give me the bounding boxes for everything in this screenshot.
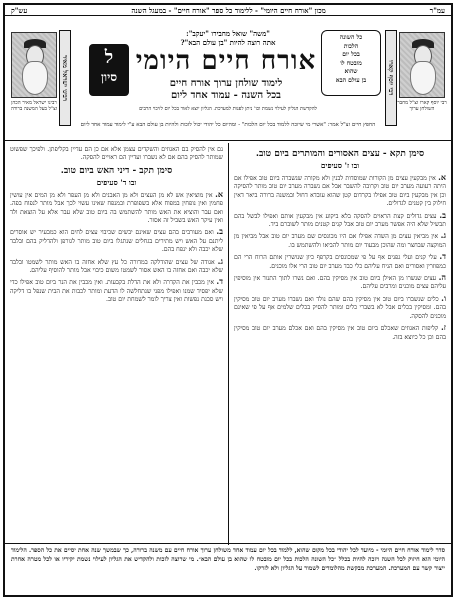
paragraph-number: ז. [441,322,447,333]
paragraph [234,294,446,321]
info-line: מובטח לו [340,59,362,67]
paragraph-text: אגודה של עצים שהודלקה במדורה כל עץ שלא אחזה בו האש מותר לשמטו ובלבד שלא יכבה ואם אחזה בו האש אסור לשמטו משום כיבוי אבל מותר להוסיף עליהם. [10,258,223,275]
section-subtitle: ובו ד' סעיפים [96,177,137,187]
date-day: ל [104,47,114,68]
paragraph [234,173,446,209]
section-title: סימן תקא - עצים האסורים והמותרים ביום טוב. [255,149,425,159]
paragraph-text: אין מוציאין אש לא מן העצים ולא מן האבנים ולא מן העפר ולא מן המים אין עושין פחמין ואין נופחין במפוח אלא בשפופרת ובמנפח שאינו עשוי לכך אבל מותר לנפוח בפה. ואם עבר והוציא את האש מותר להשתמש בה ביום טוב שלא עבר אלא על הוצאת ולד ואין עיקר האש בשביל זה אסור. [10,191,223,225]
paragraph-text: אין מביאין עצים מן השדה אפילו אם היו מכונסים שם מערב יום טוב אבל מביאין מן המוקצה שבחצר ומה שהוכן מבעוד יום מותר להביאו ולהשתמש בו. [234,233,446,249]
header-bottom-text: החפץ חיים זצ"ל אמר: "אשרי מי שיזכה ללמוד בכל יום הלכות" - ומהיום כל יהודי יכול לזכות ולהיות בן עולם הבא ע"י לימוד עמוד אחד ליום [80,122,376,128]
paragraph-number: ב. [439,209,446,220]
header-note: להקדשת הגליון לעילוי נשמת וכו' ניתן לפנות למערכת. הגליון יוצא לאור בכל יום לזיכוי הרבים [139,106,317,112]
paragraph-text: עלי קנים ועלי גפנים אף על פי שמכונסים בקרפף כיון שנושרין אותם הרוח הרי הם כמפוזרין ואסורים ואם הניח עליהם כלי כבד מערב יום טוב הרי אלו מוכנים. [234,254,446,270]
paragraph [234,211,446,230]
header-subtitle-2: בכל השנה - עמוד אחד ליום [171,90,281,101]
intro-paragraph: נם אין להסיק בם האגוזים והשקדים עצמן אלא אם כן הם עדיין בקליפתן. ולפיכך שפשוט שמותר להסיק בהם אם לא נשברו ועדיין הם ראויים להסקה. [10,146,223,162]
page-frame [3,3,453,597]
portrait-caption-right: רבי יוסף קארו זצ"ל מחבר השולחן ערוך [397,100,447,112]
paragraph [234,231,446,250]
paragraph [10,277,223,304]
footer: סדר לימוד אורח חיים היומי - מיועד לכל יהודי בכל מקום שהוא, ללמוד בכל יום עמוד אחד משולחן ערוך אורח חיים עם משנה ברורה, כך שבמשך שנה אחת יסיים את כל הספר. הלימוד היומי הוא חיזוק לכל השנה ויזכה להיות בכלל ״כל השונה הלכות בכל יום מובטח לו שהוא בן עולם הבא״. מי שרוצה לזכות ולהקדיש את הגליון לעילוי נשמת יקיריו או לכל מטרה אחרת ייצור קשר עם המערכת. המערכת מבקשת מהלומדים לשמור על הגליון ולא לזרקו. [5,543,451,595]
top-band-center: מכון "אורח חיים היומי" - ללימוד כל ספר "אורח חיים" - במעגל השנה [131,5,326,15]
paragraph [234,273,446,292]
paragraph [10,227,223,254]
paragraph-number: ג. [217,255,223,266]
header-motto-2: אתה רוצה להיות "בן עולם הבא"? [180,38,276,47]
right-column [228,143,451,545]
info-line: בכל יום [342,51,360,58]
info-line: בן עולם הבא [335,76,367,84]
paragraph-number: ה. [438,272,446,283]
paragraph [10,190,223,226]
header-motto: "משה" שואל מחבירו "יעקב": [186,29,270,38]
portrait-left [11,32,57,98]
left-column [5,143,228,545]
info-line: כל השונה [339,34,363,41]
paragraph-number: א. [215,188,224,199]
info-line: הלכות [343,42,359,50]
paragraph-text: עצים שנשרו מן האילן ביום טוב אין מסיקין בהם. ואם נשרו לתוך התנור אין מוסיפין עליהם עצים מוכנים ומרבים עליהם. [234,275,446,291]
paragraph-text: אין מבקעין עצים מן הקורות שמוסדות לבנין ולא מקורה שנשברה ביום טוב אפילו אם היתה רעועה מערב יום טוב וקרובה להשבר אבל אם נשברה מערב יום טוב מותר להסיקה וכן אין מבקעין ביום טוב אפילו בקרדום קטן שהוא עובדא דחול ובמשנה ברורה ביאר דאין חילוק בין קטנים לגדולים. [234,175,446,208]
portrait-right [399,32,445,98]
info-box [321,30,381,96]
section-title: סימן תקב - דיני האש ביום טוב. [60,165,173,176]
top-band-right: עמ"ר [429,5,445,15]
top-band-left: עש"ק [11,5,28,15]
page-title: אורח חיים היומי [135,46,317,76]
section-subtitle: ובו ז' סעיפים [320,161,360,170]
date-box [89,44,129,96]
side-strip-right: רבי יוסף קארו [385,30,397,126]
paragraph [10,257,223,276]
paragraph-text: כלים שנשברו ביום טוב אין מסיקין בהם שהם נולד ואם נשברו מערב יום טוב מסיקין בהם. ומסיקין בכלים אבל לא בשברי כלים ומותר להסיק בכלים שלמים אף על פי שאינם מוכנים להסקה. [234,295,446,320]
paragraph-number: א. [438,172,446,182]
paragraph-number: ו. [441,292,447,303]
portrait-caption-left: רבינו ישראל מאיר הכהן זצ"ל בעל המשנה ברורה [10,100,58,112]
date-month: סיון [100,70,118,84]
content-columns [5,143,451,545]
top-band [5,5,451,15]
paragraph-number: ד. [216,276,223,287]
paragraph-text: ואם מעורבים בהם עצים שאינם יבשים שכיבוי עצים לחים הוא כמבעיר יש אוסרים ליתנם על האש ויש מתירים בגחלים שנתגלו ביום טוב מותר לגורפן ולהדליק בהם ובלבד שלא יכבה ולא ינפח בהם. [10,229,223,254]
paragraph-number: ב. [216,226,223,237]
paragraph [234,252,446,271]
side-strip-left: רבינו ישראל מאיר [59,30,71,126]
paragraph-number: ד. [439,251,446,262]
paragraph [234,323,446,342]
header [5,15,451,141]
info-line: שהוא [344,68,358,75]
header-subtitle-1: לימוד שולחן ערוך אורח חיים [169,78,283,89]
paragraph-text: קליפות האגוזים שאכלם ביום טוב אין מסיקין בהם ואם אכלם מערב יום טוב מסיקין בהם וכן כל כיוצא בזה. [234,325,446,341]
paragraph-text: עצים גדולים קצת הראוים להסקה בלא ביקוע אין מבקעין אותם ואפילו לבשל בהם תבשיל שלא היה אפשר מערב יום טוב אבל קנים קטנים מותר לשוברם ביד. [234,212,446,229]
paragraph-number: ג. [440,230,447,241]
paragraph-text: אין מכבין את הקדרה ולא את הדלת בקבעות. ואין מכבין את הנר ביום טוב אפילו כדי שלא יפסיד שמנו ואפילו מפני שנתחלשה לו הדעת ומותר לכבות את הבית שנפל בו דליקה ויש סכנת נפשות ואין צריך לומר לשמחת יום טוב. [10,279,223,304]
